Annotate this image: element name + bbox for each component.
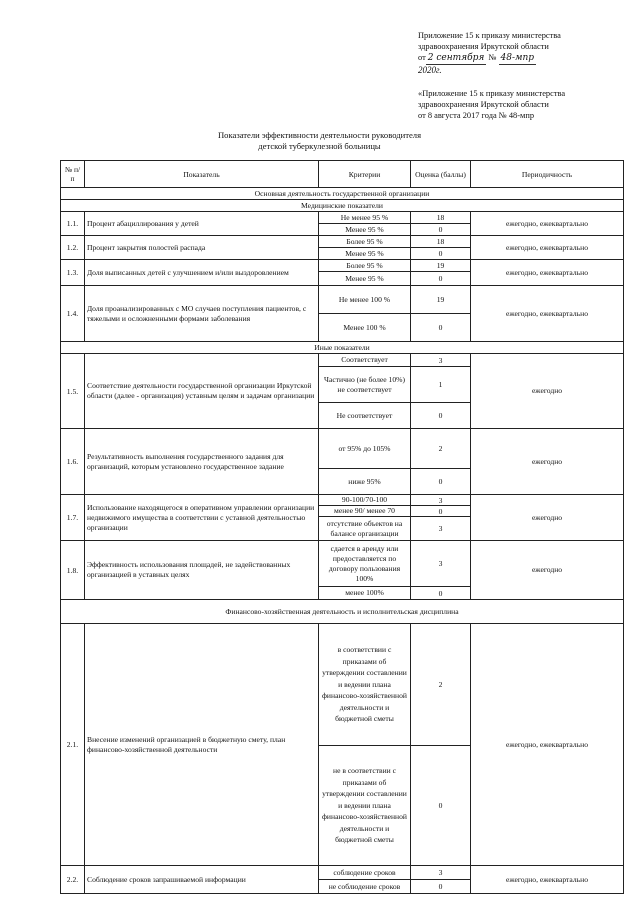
col-header-number: № п/п	[61, 161, 85, 188]
handwritten-date: 2 сентября	[427, 53, 485, 63]
quote-line-2: здравоохранения Иркутской области	[418, 100, 549, 109]
section-main-activity: Основная деятельность государственной организации	[61, 188, 624, 200]
order-header	[418, 30, 618, 121]
quote-line-3: от 8 августа 2017 года № 48-мпр	[418, 111, 535, 120]
table-row: 1.3. Доля выписанных детей с улучшением и/или выздоровлением Более 95 % 19 ежегодно, ежеквартально	[61, 260, 624, 272]
table-row: 1.5. Соответствие деятельности государственной организации Иркутской области (далее - организация) уставным целям и задачам организации Соответствует 3 ежегодно	[61, 354, 624, 367]
table-row: 1.1. Процент абациллирования у детей Не менее 95 % 18 ежегодно, ежеквартально	[61, 212, 624, 224]
indicators-table: № п/п Показатель Критерии Оценка (баллы) Периодичность Основная деятельность государственной организации Медицинские показатели 1.1. Процент абациллирования у детей Не менее 95 % 18 ежегодно, ежеквартально Менее 95 % 0 1.2. Процент закрытия полостей распада Более 95 % 18 ежегодно, ежеквартально Менее 95 % 0 1.3. Доля выписанных детей с улучшением и/или выздоровлением Более 95 % 19 ежегодно, ежеквартально Менее 95 % 0 1.4. Доля проанализированных с МО случаев поступления пациентов, с тяжелыми и осложненными формами заболевания Не менее 100 % 19 ежегодно, ежеквартально Менее 100 % 0 Иные показатели 1.5. Соответствие деятельности государственной организации Иркутской области (далее - организация) уставным целям и задачам организации Соответствует 3 ежегодно Частично (не более 10%) не соответствует 1 Не соответствует 0 1.6. Результативность выполнения государственного задания для организаций, которым установлено государственное задание от 95% до 105% 2 ежегодно ниже 95% 0 1.7. Использование находящегося в оперативном управлении организации недвижимого имущества в соответствии с уставной деятельностью организации 90-100/70-100 3 ежегодно менее 90/ менее 70 0 отсутствие объектов на балансе организации 3 1.8. Эффективность использования площадей, не задействованных организацией в уставных целях сдается в аренду или предоставляется по договору пользования 100% 3 ежегодно менее 100% 0 Финансово-хозяйственная деятельность и исполнительская дисциплина 2.1. Внесение изменений организацией в бюджетную смету, план финансово-хозяйственной деятельности в соответствии с приказами об утверждении составлении и ведении плана финансово-хозяйственной деятельности и бюджетной сметы 2 ежегодно, ежеквартально не в соответствии с приказами об утверждении составлении и ведении плана финансово-хозяйственной деятельности и бюджетной сметы 0 2.2. Соблюдение сроков запрашиваемой информации соблюдение сроков 3 ежегодно, ежеквартально не соблюдение сроков 0	[60, 160, 624, 894]
table-row: 1.4. Доля проанализированных с МО случаев поступления пациентов, с тяжелыми и осложненными формами заболевания Не менее 100 % 19 ежегодно, ежеквартально	[61, 286, 624, 314]
section-finance: Финансово-хозяйственная деятельность и исполнительская дисциплина	[61, 600, 624, 624]
header-line-2: здравоохранения Иркутской области	[418, 42, 549, 51]
document-title: Показатели эффективности деятельности руководителя детской туберкулезной больницы	[217, 130, 422, 151]
col-header-indicator: Показатель	[85, 161, 319, 188]
section-other: Иные показатели	[61, 342, 624, 354]
handwritten-year: 2020г.	[418, 65, 442, 75]
handwritten-number: 48-мпр	[500, 53, 535, 63]
section-medical: Медицинские показатели	[61, 200, 624, 212]
table-row: 1.6. Результативность выполнения государственного задания для организаций, которым установлено государственное задание от 95% до 105% 2 ежегодно	[61, 429, 624, 469]
table-row: 1.8. Эффективность использования площадей, не задействованных организацией в уставных целях сдается в аренду или предоставляется по договору пользования 100% 3 ежегодно	[61, 541, 624, 587]
col-header-criteria: Критерии	[319, 161, 411, 188]
table-row: 1.2. Процент закрытия полостей распада Более 95 % 18 ежегодно, ежеквартально	[61, 236, 624, 248]
table-row: 2.1. Внесение изменений организацией в бюджетную смету, план финансово-хозяйственной деятельности в соответствии с приказами об утверждении составлении и ведении плана финансово-хозяйственной деятельности и бюджетной сметы 2 ежегодно, ежеквартально	[61, 624, 624, 746]
table-row: 1.7. Использование находящегося в оперативном управлении организации недвижимого имущества в соответствии с уставной деятельностью организации 90-100/70-100 3 ежегодно	[61, 495, 624, 506]
table-row: 2.2. Соблюдение сроков запрашиваемой информации соблюдение сроков 3 ежегодно, ежеквартально	[61, 866, 624, 880]
col-header-score: Оценка (баллы)	[411, 161, 471, 188]
header-line-1: Приложение 15 к приказу министерства	[418, 31, 561, 40]
quote-line-1: «Приложение 15 к приказу министерства	[418, 89, 566, 98]
header-date-line: от 2 сентября № 48-мпр	[418, 53, 535, 63]
col-header-period: Периодичность	[471, 161, 624, 188]
table-header-row	[61, 161, 624, 188]
